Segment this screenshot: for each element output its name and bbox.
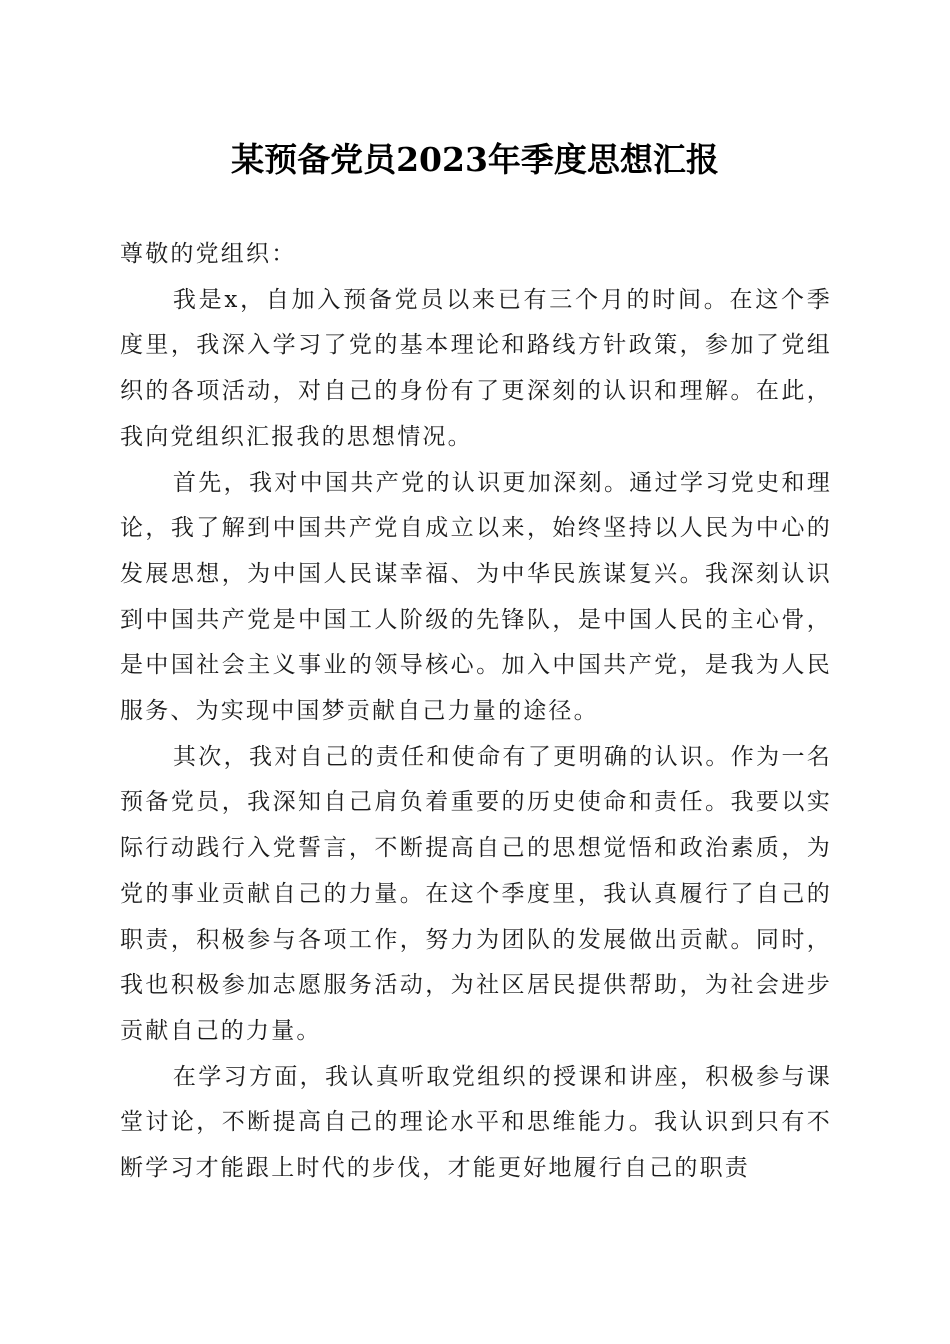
- paragraph-4: 在学习方面，我认真听取党组织的授课和讲座，积极参与课堂讨论，不断提高自己的理论水平和思维能力。我认识到只有不断学习才能跟上时代的步伐，才能更好地履行自己的职责: [120, 1063, 832, 1182]
- paragraph-2: 首先，我对中国共产党的认识更加深刻。通过学习党史和理论，我了解到中国共产党自成立以来，始终坚持以人民为中心的发展思想，为中国人民谋幸福、为中华民族谋复兴。我深刻认识到中国共产党是中国工人阶级的先锋队，是中国人民的主心骨，是中国社会主义事业的领导核心。加入中国共产党，是我为人民服务、为实现中国梦贡献自己力量的途径。: [120, 469, 832, 725]
- paragraph-1: 我是x，自加入预备党员以来已有三个月的时间。在这个季度里，我深入学习了党的基本理论和路线方针政策，参加了党组织的各项活动，对自己的身份有了更深刻的认识和理解。在此，我向党组织汇报我的思想情况。: [120, 286, 832, 450]
- document-body: [120, 232, 832, 1192]
- document-title: 某预备党员2023年季度思想汇报: [231, 140, 719, 179]
- salutation: 尊敬的党组织：: [120, 241, 297, 267]
- paragraph-3: 其次，我对自己的责任和使命有了更明确的认识。作为一名预备党员，我深知自己肩负着重要的历史使命和责任。我要以实际行动践行入党誓言，不断提高自己的思想觉悟和政治素质，为党的事业贡献自己的力量。在这个季度里，我认真履行了自己的职责，积极参与各项工作，努力为团队的发展做出贡献。同时，我也积极参加志愿服务活动，为社区居民提供帮助，为社会进步贡献自己的力量。: [120, 743, 832, 1044]
